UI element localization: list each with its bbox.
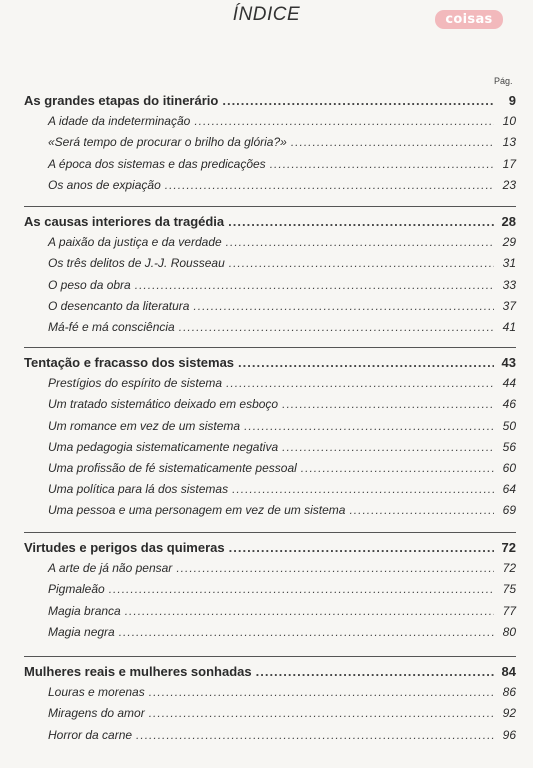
dot-leader	[149, 706, 494, 720]
toc-entry-page-number: 33	[502, 277, 516, 292]
toc-entry-title: Uma pessoa e uma personagem em vez de um sistema	[48, 503, 346, 518]
toc-entry[interactable]	[48, 299, 516, 319]
dot-leader	[229, 256, 494, 270]
section-heading-title: As grandes etapas do itinerário	[24, 93, 219, 108]
toc-entry[interactable]	[48, 561, 516, 581]
toc-entry[interactable]	[48, 685, 516, 705]
toc-entry-page-number: 72	[502, 561, 516, 576]
toc-entry-title: Horror da carne	[48, 727, 133, 742]
toc-entry[interactable]	[48, 178, 516, 198]
section-heading[interactable]	[24, 93, 516, 113]
toc-entry-page-number: 13	[502, 135, 516, 150]
dot-leader	[228, 214, 494, 229]
toc-entry-page-number: 60	[502, 461, 516, 475]
toc-entry-title: «Será tempo de procurar o brilho da glória?»	[48, 135, 287, 150]
toc-entry-title: Uma política para lá dos sistemas	[48, 482, 229, 497]
section-heading[interactable]	[24, 214, 516, 234]
dot-leader	[135, 278, 494, 292]
toc-entry-page-number: 46	[502, 397, 516, 412]
toc-entry[interactable]	[48, 235, 516, 255]
toc-entry[interactable]	[48, 604, 516, 624]
toc-entry-page-number: 17	[502, 156, 516, 171]
toc-entry[interactable]	[48, 482, 516, 502]
toc-entry-page-number: 69	[502, 503, 516, 518]
toc-entry-title: Os três delitos de J.-J. Rousseau	[48, 256, 225, 271]
dot-leader	[229, 540, 494, 555]
toc-entry-page-number: 50	[502, 418, 516, 433]
toc-entry-page-number: 77	[502, 603, 516, 618]
toc-entry-page-number: 10	[502, 114, 516, 129]
toc-entry[interactable]	[48, 320, 516, 340]
dot-leader	[291, 135, 494, 149]
section-heading-title: Mulheres reais e mulheres sonhadas	[24, 664, 252, 679]
toc-entry-title: Má-fé e má consciência	[48, 320, 175, 334]
toc-entry[interactable]	[48, 706, 516, 726]
toc-entry-title: Louras e morenas	[48, 685, 145, 700]
toc-entry-title: Uma pedagogia sistematicamente negativa	[48, 439, 279, 454]
section-heading-title: As causas interiores da tragédia	[24, 214, 225, 229]
dot-leader	[244, 419, 494, 433]
dot-leader	[125, 604, 494, 618]
dot-leader	[194, 114, 494, 128]
toc-entry-page-number: 92	[502, 706, 516, 721]
dot-leader	[256, 664, 494, 679]
dot-leader	[282, 440, 494, 454]
toc-entry-title: Um romance em vez de um sistema	[48, 418, 241, 433]
dot-leader	[232, 482, 494, 496]
toc-entry[interactable]	[48, 582, 516, 602]
dot-leader	[349, 503, 494, 517]
toc-entry-page-number: 96	[502, 727, 516, 742]
page-title: ÍNDICE	[232, 4, 301, 25]
dot-leader	[165, 178, 494, 192]
dot-leader	[238, 355, 494, 370]
section-heading-page-number: 9	[508, 93, 516, 108]
toc-entry[interactable]	[48, 376, 516, 396]
section-heading-page-number: 84	[501, 664, 516, 679]
toc-entry[interactable]	[48, 503, 516, 523]
dot-leader	[193, 299, 494, 313]
toc-entry-title: A idade da indeterminação	[48, 114, 191, 129]
toc-entry[interactable]	[48, 419, 516, 439]
toc-entry-page-number: 75	[502, 582, 516, 597]
toc-entry[interactable]	[48, 135, 516, 155]
toc-entry-page-number: 41	[502, 320, 516, 334]
dot-leader	[109, 582, 494, 596]
dot-leader	[176, 561, 494, 575]
toc-entry-title: Miragens do amor	[48, 706, 145, 721]
dot-leader	[226, 235, 494, 249]
section-divider	[24, 347, 516, 348]
section-divider	[24, 532, 516, 533]
toc-entry-title: O desencanto da literatura	[48, 298, 190, 313]
dot-leader	[282, 397, 494, 411]
toc-entry-title: Pigmaleão	[48, 582, 105, 597]
section-heading[interactable]	[24, 540, 516, 560]
toc-entry-title: Um tratado sistemático deixado em esboço	[48, 397, 279, 412]
toc-entry[interactable]	[48, 440, 516, 460]
toc-entry-page-number: 80	[502, 624, 516, 639]
toc-entry-page-number: 37	[502, 298, 516, 313]
toc-entry-title: Magia negra	[48, 624, 115, 639]
toc-entry[interactable]	[48, 278, 516, 298]
toc-entry[interactable]	[48, 256, 516, 276]
toc-entry-page-number: 29	[502, 235, 516, 250]
toc-entry-page-number: 64	[502, 482, 516, 497]
toc-entry-title: Os anos de expiação	[48, 177, 161, 192]
toc-entry[interactable]	[48, 397, 516, 417]
toc-entry-page-number: 31	[502, 256, 516, 271]
page-column-label: Pág.	[494, 76, 513, 86]
toc-entry-title: Uma profissão de fé sistematicamente pessoal	[48, 461, 297, 475]
dot-leader	[270, 157, 494, 171]
section-heading[interactable]	[24, 664, 516, 684]
section-heading-page-number: 28	[501, 214, 516, 229]
dot-leader	[149, 685, 494, 699]
dot-leader	[136, 728, 494, 742]
section-heading-title: Tentação e fracasso dos sistemas	[24, 355, 235, 370]
dot-leader	[179, 320, 494, 334]
toc-entry-page-number: 56	[502, 439, 516, 454]
dot-leader	[119, 625, 494, 639]
toc-entry-page-number: 44	[502, 376, 516, 391]
toc-entry[interactable]	[48, 728, 516, 748]
section-heading-title: Virtudes e perigos das quimeras	[24, 540, 225, 555]
toc-entry-page-number: 86	[502, 685, 516, 700]
section-heading-page-number: 43	[501, 355, 516, 370]
dot-leader	[222, 93, 494, 108]
dot-leader	[226, 376, 494, 390]
toc-entry-title: O peso da obra	[48, 277, 131, 292]
section-divider	[24, 656, 516, 657]
toc-entry[interactable]	[48, 625, 516, 645]
toc-entry-title: A paixão da justiça e da verdade	[48, 235, 222, 250]
dot-leader	[301, 461, 494, 475]
toc-entry[interactable]	[48, 114, 516, 134]
publisher-logo: coisas	[435, 10, 503, 29]
section-heading[interactable]	[24, 355, 516, 375]
toc-entry-title: A arte de já não pensar	[48, 561, 173, 576]
toc-entry-title: Magia branca	[48, 603, 121, 618]
section-heading-page-number: 72	[501, 540, 516, 555]
toc-entry-title: Prestígios do espírito de sistema	[48, 376, 223, 391]
toc-entry-page-number: 23	[502, 177, 516, 192]
toc-entry[interactable]	[48, 461, 516, 481]
section-divider	[24, 206, 516, 207]
toc-entry[interactable]	[48, 157, 516, 177]
toc-entry-title: A época dos sistemas e das predicações	[48, 156, 266, 171]
